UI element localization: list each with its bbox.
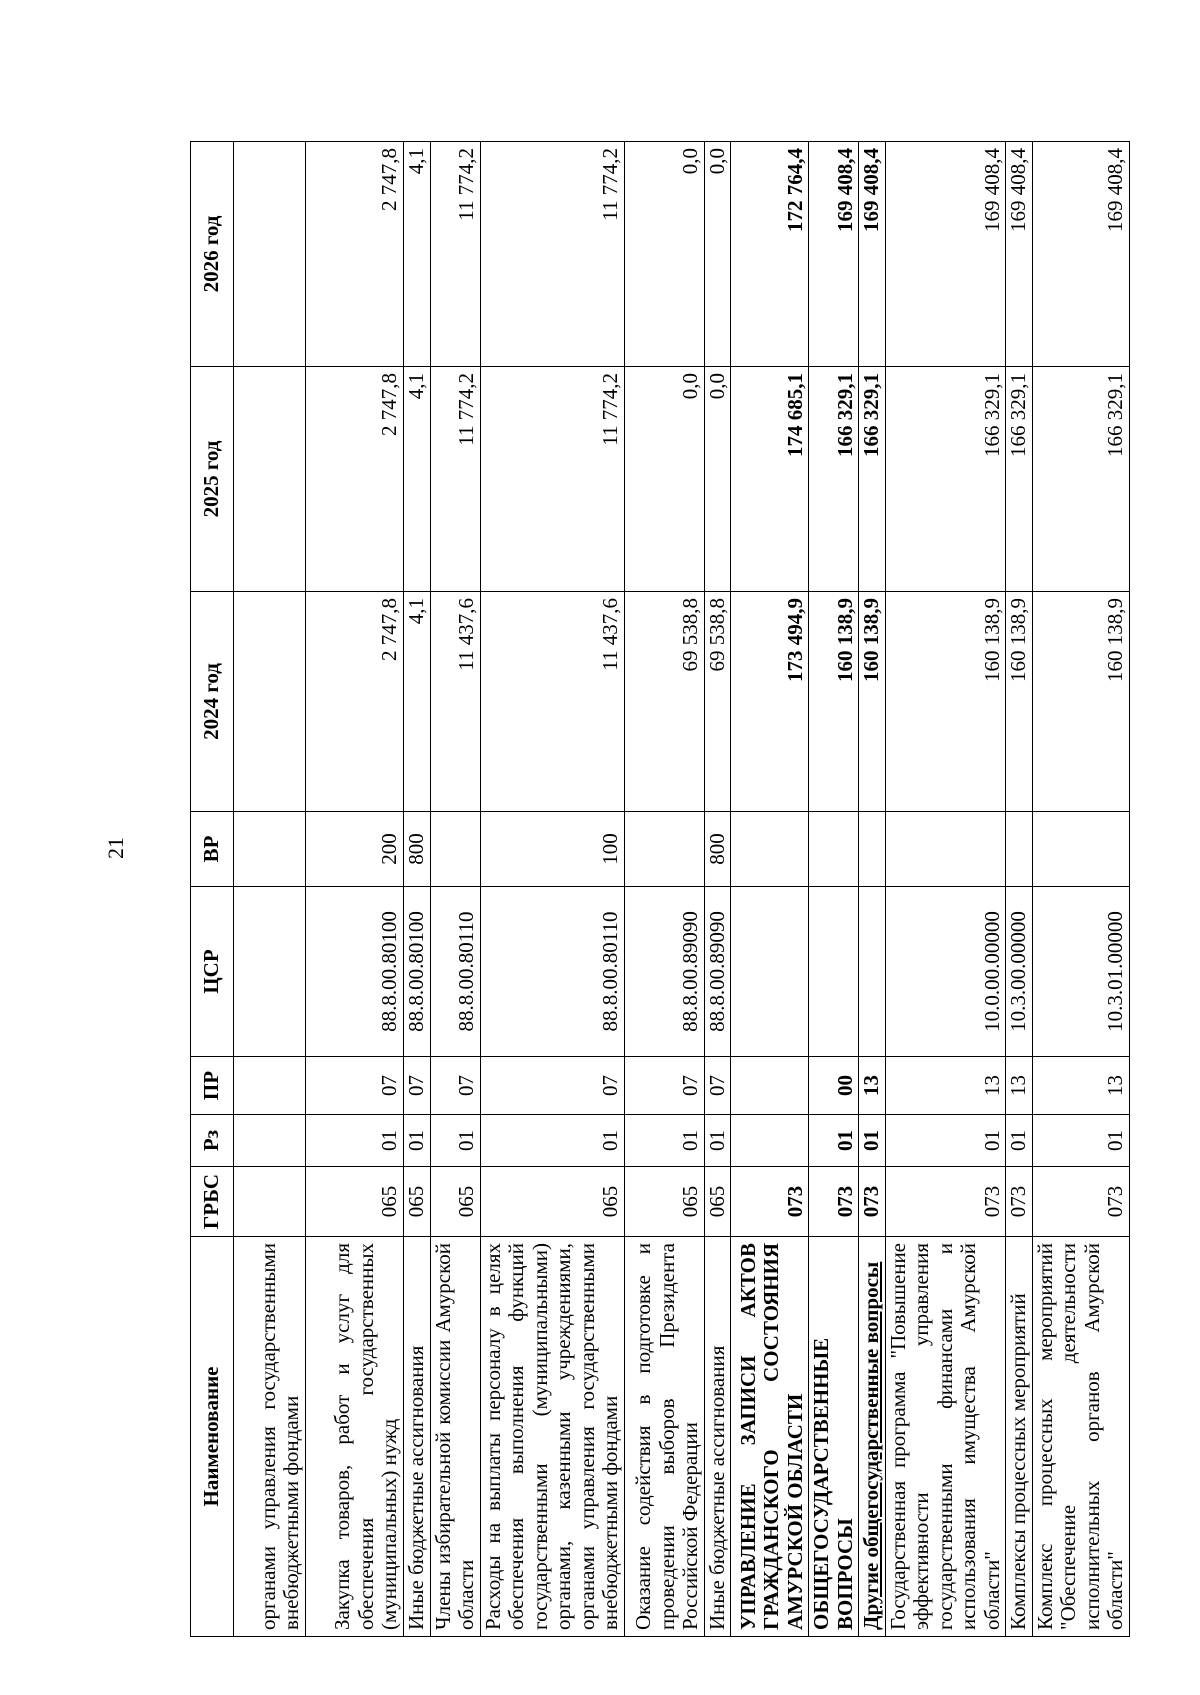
cell-2026: 169 408,4 [809,142,859,367]
col-header-rz: Рз [191,1115,234,1167]
budget-table [190,141,1130,1637]
cell-grbs: 073 [885,1167,1006,1237]
cell-pr: 07 [480,1057,624,1115]
cell-2026: 11 774,2 [430,142,480,367]
cell-grbs [234,1167,306,1237]
cell-pr: 07 [306,1057,404,1115]
cell-pr [234,1057,306,1115]
col-header-csr: ЦСР [191,887,234,1057]
table-row [430,142,480,1637]
col-header-grbs: ГРБС [191,1167,234,1237]
cell-pr [731,1057,809,1115]
cell-2025 [234,367,306,592]
cell-vr: 200 [306,812,404,887]
cell-rz: 01 [1032,1115,1129,1167]
cell-csr [859,887,886,1057]
cell-2025: 0,0 [624,367,704,592]
cell-grbs: 073 [859,1167,886,1237]
col-header-2024: 2024 год [191,592,234,812]
cell-2024: 160 138,9 [859,592,886,812]
col-header-name: Наименование [191,1237,234,1637]
table-row [624,142,704,1637]
cell-pr: 00 [809,1057,859,1115]
cell-rz: 01 [859,1115,886,1167]
cell-2025: 11 774,2 [430,367,480,592]
cell-csr: 10.0.00.00000 [885,887,1006,1057]
cell-2025: 166 329,1 [1006,367,1033,592]
cell-2026: 4,1 [404,142,431,367]
cell-vr [624,812,704,887]
cell-grbs: 065 [404,1167,431,1237]
cell-2025: 2 747,8 [306,367,404,592]
cell-grbs: 073 [731,1167,809,1237]
cell-name: Комплекс процессных мероприятий "Обеспечение деятельности исполнительных органов Амурской области" [1032,1237,1129,1637]
cell-name: Комплексы процессных мероприятий [1006,1237,1033,1637]
cell-2026: 169 408,4 [885,142,1006,367]
cell-vr [430,812,480,887]
cell-rz [234,1115,306,1167]
cell-rz: 01 [624,1115,704,1167]
cell-name: Оказание содействия в подготовке и проведении выборов Президента Российской Федерации [624,1237,704,1637]
cell-name: УПРАВЛЕНИЕ ЗАПИСИ АКТОВ ГРАЖДАНСКОГО СОСТОЯНИЯ АМУРСКОЙ ОБЛАСТИ [731,1237,809,1637]
cell-2024 [234,592,306,812]
cell-vr [885,812,1006,887]
cell-2026 [234,142,306,367]
cell-2026: 172 764,4 [731,142,809,367]
cell-2024: 160 138,9 [885,592,1006,812]
cell-csr [731,887,809,1057]
cell-name: Иные бюджетные ассигнования [404,1237,431,1637]
table-header-row [191,142,234,1637]
cell-csr [809,887,859,1057]
cell-2025: 174 685,1 [731,367,809,592]
cell-pr: 07 [624,1057,704,1115]
cell-rz: 01 [809,1115,859,1167]
cell-pr: 13 [859,1057,886,1115]
rotated-table-container [190,142,1128,1637]
cell-csr: 88.8.00.89090 [624,887,704,1057]
cell-2024: 2 747,8 [306,592,404,812]
cell-name: ОБЩЕГОСУДАРСТВЕННЫЕ ВОПРОСЫ [809,1237,859,1637]
cell-vr [1032,812,1129,887]
page-number: 21 [103,837,128,859]
cell-pr: 07 [404,1057,431,1115]
table-row [885,142,1006,1637]
cell-vr: 800 [404,812,431,887]
cell-name: Иные бюджетные ассигнования [704,1237,731,1637]
table-row [480,142,624,1637]
cell-pr: 13 [1006,1057,1033,1115]
cell-vr [809,812,859,887]
table-row [1006,142,1033,1637]
cell-2026: 0,0 [624,142,704,367]
cell-2025: 166 329,1 [859,367,886,592]
col-header-2025: 2025 год [191,367,234,592]
cell-2024: 4,1 [404,592,431,812]
cell-vr [1006,812,1033,887]
table-row [809,142,859,1637]
cell-2024: 160 138,9 [809,592,859,812]
cell-2024: 160 138,9 [1006,592,1033,812]
cell-rz: 01 [480,1115,624,1167]
cell-2024: 11 437,6 [480,592,624,812]
table-row [306,142,404,1637]
cell-name: Государственная программа "Повышение эффективности управления государственными финансами и использования имущества Амурской области" [885,1237,1006,1637]
cell-2024: 11 437,6 [430,592,480,812]
table-body [234,142,1130,1637]
cell-2025: 0,0 [704,367,731,592]
cell-csr: 88.8.00.89090 [704,887,731,1057]
cell-2026: 169 408,4 [1032,142,1129,367]
cell-pr: 13 [885,1057,1006,1115]
cell-2025: 166 329,1 [809,367,859,592]
table-row [704,142,731,1637]
cell-grbs: 073 [809,1167,859,1237]
cell-2024: 69 538,8 [704,592,731,812]
cell-vr [234,812,306,887]
cell-2025: 166 329,1 [885,367,1006,592]
cell-name: Расходы на выплаты персоналу в целях обеспечения выполнения функций государственными (муниципальными) органами, казенными учреждениями, органами управления государственными внебюджетными фондами [480,1237,624,1637]
cell-2024: 160 138,9 [1032,592,1129,812]
col-header-2026: 2026 год [191,142,234,367]
table-row [859,142,886,1637]
cell-name: Закупка товаров, работ и услуг для обеспечения государственных (муниципальных) нужд [306,1237,404,1637]
cell-csr: 88.8.00.80110 [480,887,624,1057]
cell-csr: 10.3.01.00000 [1032,887,1129,1057]
cell-csr: 88.8.00.80100 [306,887,404,1057]
table-row [731,142,809,1637]
cell-pr: 07 [430,1057,480,1115]
cell-2025: 4,1 [404,367,431,592]
cell-csr: 10.3.00.00000 [1006,887,1033,1057]
cell-rz: 01 [885,1115,1006,1167]
col-header-pr: ПР [191,1057,234,1115]
cell-2025: 166 329,1 [1032,367,1129,592]
cell-grbs: 065 [704,1167,731,1237]
cell-grbs: 073 [1032,1167,1129,1237]
cell-name: органами управления государственными внебюджетными фондами [234,1237,306,1637]
cell-csr [234,887,306,1057]
cell-vr: 100 [480,812,624,887]
cell-vr [731,812,809,887]
cell-2025: 11 774,2 [480,367,624,592]
table-row [234,142,306,1637]
cell-pr: 07 [704,1057,731,1115]
cell-2024: 69 538,8 [624,592,704,812]
cell-grbs: 065 [306,1167,404,1237]
col-header-vr: ВР [191,812,234,887]
cell-grbs: 065 [430,1167,480,1237]
cell-name-text: Другие общегосударственные вопросы [859,1261,884,1630]
cell-rz: 01 [1006,1115,1033,1167]
cell-2024: 173 494,9 [731,592,809,812]
cell-pr: 13 [1032,1057,1129,1115]
cell-name [859,1237,886,1637]
cell-2026: 0,0 [704,142,731,367]
cell-csr: 88.8.00.80110 [430,887,480,1057]
cell-2026: 169 408,4 [1006,142,1033,367]
cell-2026: 2 747,8 [306,142,404,367]
cell-2026: 11 774,2 [480,142,624,367]
cell-rz: 01 [306,1115,404,1167]
cell-rz: 01 [404,1115,431,1167]
cell-rz: 01 [430,1115,480,1167]
cell-rz: 01 [704,1115,731,1167]
cell-grbs: 065 [480,1167,624,1237]
cell-vr [859,812,886,887]
cell-grbs: 073 [1006,1167,1033,1237]
cell-rz [731,1115,809,1167]
cell-vr: 800 [704,812,731,887]
cell-2026: 169 408,4 [859,142,886,367]
cell-csr: 88.8.00.80100 [404,887,431,1057]
table-row [404,142,431,1637]
table-row [1032,142,1129,1637]
cell-grbs: 065 [624,1167,704,1237]
cell-name: Члены избирательной комиссии Амурской области [430,1237,480,1637]
